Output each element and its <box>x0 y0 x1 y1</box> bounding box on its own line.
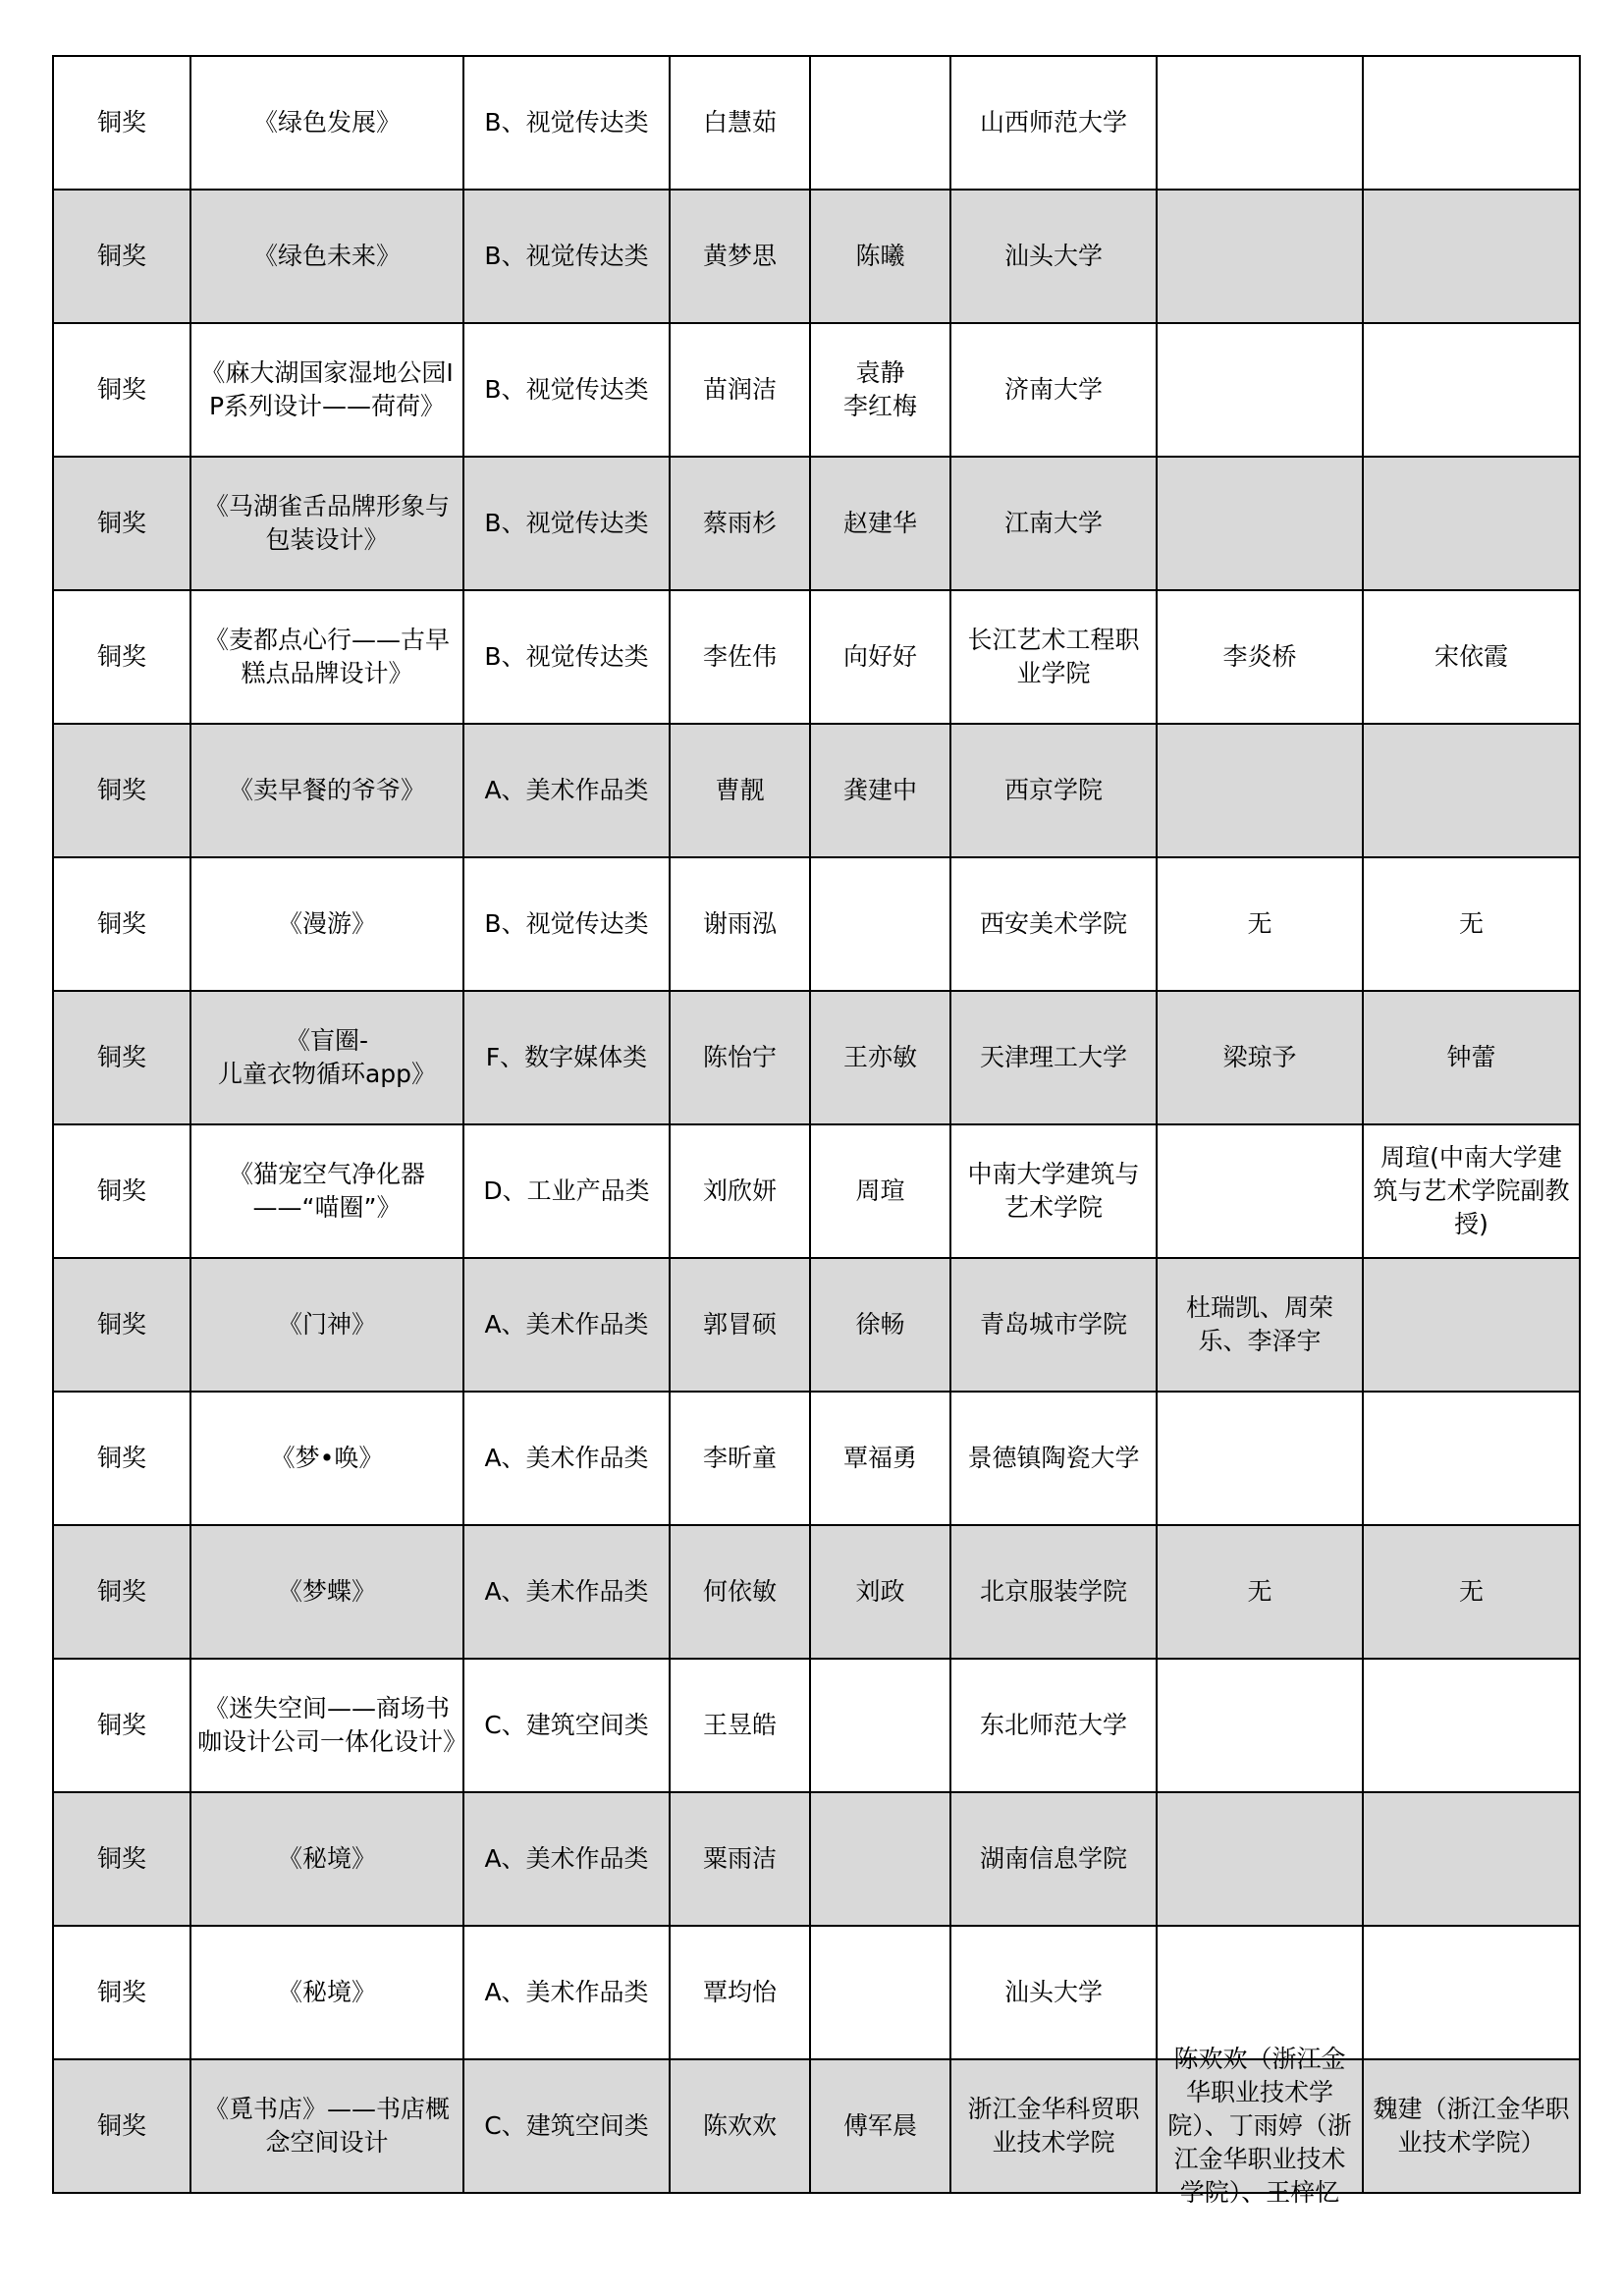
author-cell-text: 曹靓 <box>715 776 765 804</box>
table-row <box>53 56 1580 190</box>
extra-teacher-cell <box>1363 323 1580 457</box>
title-cell-text: 《盲圈- 儿童衣物循环app》 <box>217 1026 437 1088</box>
category-cell-text: B、视觉传达类 <box>484 108 649 137</box>
extra-member-cell <box>1157 2045 1363 2207</box>
title-cell-text: 《秘境》 <box>277 1844 376 1873</box>
extra-teacher-cell <box>1363 190 1580 323</box>
category-cell <box>463 1258 670 1392</box>
award-cell <box>53 1926 190 2059</box>
extra-member-cell <box>1157 857 1363 991</box>
extra-member-cell-text: 无 <box>1247 1577 1272 1606</box>
author-cell-text: 刘欣妍 <box>702 1176 777 1205</box>
school-cell-text: 江南大学 <box>1003 509 1103 537</box>
award-cell-text: 铜奖 <box>96 1711 146 1739</box>
school-cell <box>950 1926 1157 2059</box>
title-cell <box>190 323 463 457</box>
table-row <box>53 590 1580 724</box>
extra-teacher-cell <box>1363 1792 1580 1926</box>
extra-member-cell <box>1157 991 1363 1124</box>
school-cell <box>950 2059 1157 2193</box>
author-cell <box>670 1659 810 1792</box>
teacher-cell <box>810 1124 950 1258</box>
category-cell-text: B、视觉传达类 <box>484 909 649 938</box>
teacher-cell-text: 赵建华 <box>842 509 917 537</box>
title-cell <box>190 590 463 724</box>
author-cell-text: 白慧茹 <box>702 108 777 137</box>
table-row <box>53 1258 1580 1392</box>
title-cell <box>190 1258 463 1392</box>
school-cell <box>950 457 1157 590</box>
teacher-cell <box>810 457 950 590</box>
author-cell <box>670 1926 810 2059</box>
teacher-cell-text: 陈曦 <box>855 242 905 270</box>
author-cell <box>670 1258 810 1392</box>
award-cell <box>53 1792 190 1926</box>
school-cell-text: 景德镇陶瓷大学 <box>967 1444 1140 1472</box>
extra-member-cell-text: 李炎桥 <box>1222 642 1297 671</box>
category-cell <box>463 1926 670 2059</box>
school-cell-text: 汕头大学 <box>1003 242 1103 270</box>
award-cell-text: 铜奖 <box>96 1844 146 1873</box>
title-cell <box>190 2059 463 2193</box>
title-cell <box>190 56 463 190</box>
author-cell <box>670 590 810 724</box>
category-cell-text: B、视觉传达类 <box>484 375 649 404</box>
school-cell <box>950 991 1157 1124</box>
extra-teacher-cell-text: 钟蕾 <box>1446 1043 1496 1071</box>
award-cell-text: 铜奖 <box>96 1176 146 1205</box>
teacher-cell <box>810 2059 950 2193</box>
category-cell-text: A、美术作品类 <box>484 776 649 804</box>
title-cell-text: 《迷失空间——商场书咖设计公司一体化设计》 <box>197 1694 468 1756</box>
title-cell <box>190 1926 463 2059</box>
author-cell-text: 王昱皓 <box>702 1711 777 1739</box>
title-cell-text: 《秘境》 <box>277 1978 376 2006</box>
extra-teacher-cell <box>1363 1659 1580 1792</box>
category-cell <box>463 1659 670 1792</box>
extra-member-cell <box>1157 590 1363 724</box>
author-cell <box>670 2059 810 2193</box>
author-cell-text: 何依敏 <box>702 1577 777 1606</box>
extra-teacher-cell <box>1363 724 1580 857</box>
category-cell-text: A、美术作品类 <box>484 1444 649 1472</box>
category-cell <box>463 2059 670 2193</box>
teacher-cell <box>810 1525 950 1659</box>
category-cell-text: B、视觉传达类 <box>484 242 649 270</box>
award-cell-text: 铜奖 <box>96 108 146 137</box>
teacher-cell <box>810 1926 950 2059</box>
table-row <box>53 1926 1580 2059</box>
award-cell-text: 铜奖 <box>96 2111 146 2140</box>
author-cell <box>670 56 810 190</box>
award-cell-text: 铜奖 <box>96 509 146 537</box>
extra-member-cell-text: 梁琼予 <box>1222 1043 1297 1071</box>
title-cell <box>190 857 463 991</box>
category-cell <box>463 1792 670 1926</box>
table-row <box>53 1392 1580 1525</box>
author-cell-text: 蔡雨杉 <box>702 509 777 537</box>
title-cell <box>190 724 463 857</box>
title-cell <box>190 1525 463 1659</box>
table-row <box>53 857 1580 991</box>
extra-member-cell <box>1157 1792 1363 1926</box>
extra-member-cell-text: 杜瑞凯、周荣乐、李泽宇 <box>1185 1293 1333 1355</box>
award-cell <box>53 457 190 590</box>
extra-teacher-cell-text: 周瑄(中南大学建筑与艺术学院副教授) <box>1373 1143 1570 1238</box>
award-cell-text: 铜奖 <box>96 242 146 270</box>
teacher-cell-text: 周瑄 <box>855 1176 905 1205</box>
category-cell <box>463 1525 670 1659</box>
category-cell-text: F、数字媒体类 <box>485 1043 648 1071</box>
extra-member-cell <box>1157 1392 1363 1525</box>
teacher-cell <box>810 190 950 323</box>
title-cell-text: 《猫宠空气净化器——“喵圈”》 <box>228 1160 425 1222</box>
school-cell-text: 山西师范大学 <box>979 108 1127 137</box>
award-cell-text: 铜奖 <box>96 1043 146 1071</box>
title-cell-text: 《麦都点心行——古早糕点品牌设计》 <box>203 626 450 687</box>
school-cell-text: 中南大学建筑与艺术学院 <box>967 1160 1140 1222</box>
category-cell <box>463 857 670 991</box>
category-cell <box>463 457 670 590</box>
category-cell-text: A、美术作品类 <box>484 1844 649 1873</box>
award-cell-text: 铜奖 <box>96 1444 146 1472</box>
award-cell <box>53 1124 190 1258</box>
school-cell-text: 长江艺术工程职业学院 <box>967 626 1140 687</box>
awards-table-body <box>53 56 1580 2207</box>
author-cell <box>670 857 810 991</box>
school-cell <box>950 1124 1157 1258</box>
teacher-cell <box>810 857 950 991</box>
school-cell <box>950 857 1157 991</box>
extra-teacher-cell-text: 无 <box>1458 1577 1484 1606</box>
extra-member-cell <box>1157 1926 1363 2059</box>
author-cell <box>670 1392 810 1525</box>
school-cell-text: 济南大学 <box>1003 375 1103 404</box>
category-cell-text: C、建筑空间类 <box>484 1711 649 1739</box>
school-cell <box>950 323 1157 457</box>
teacher-cell-text: 龚建中 <box>842 776 917 804</box>
teacher-cell <box>810 991 950 1124</box>
title-cell <box>190 1124 463 1258</box>
award-cell-text: 铜奖 <box>96 642 146 671</box>
author-cell-text: 苗润洁 <box>702 375 777 404</box>
author-cell-text: 粟雨洁 <box>702 1844 777 1873</box>
award-cell <box>53 1392 190 1525</box>
award-cell <box>53 1258 190 1392</box>
table-row <box>53 991 1580 1124</box>
extra-member-cell <box>1157 1525 1363 1659</box>
extra-member-cell <box>1157 1124 1363 1258</box>
extra-teacher-cell <box>1363 56 1580 190</box>
extra-member-cell <box>1157 457 1363 590</box>
table-row <box>53 1124 1580 1258</box>
teacher-cell-text: 王亦敏 <box>842 1043 917 1071</box>
extra-teacher-cell <box>1363 1258 1580 1392</box>
category-cell <box>463 1124 670 1258</box>
school-cell <box>950 590 1157 724</box>
table-row <box>53 2059 1580 2193</box>
school-cell-text: 青岛城市学院 <box>979 1310 1127 1339</box>
table-row <box>53 1659 1580 1792</box>
extra-member-cell <box>1157 1659 1363 1792</box>
extra-teacher-cell-text: 无 <box>1458 909 1484 938</box>
award-cell-text: 铜奖 <box>96 1310 146 1339</box>
category-cell <box>463 724 670 857</box>
category-cell-text: B、视觉传达类 <box>484 642 649 671</box>
teacher-cell <box>810 323 950 457</box>
extra-teacher-cell <box>1363 590 1580 724</box>
title-cell <box>190 1659 468 1792</box>
author-cell-text: 黄梦思 <box>702 242 777 270</box>
table-row <box>53 1792 1580 1926</box>
school-cell-text: 浙江金华科贸职业技术学院 <box>967 2095 1140 2157</box>
extra-teacher-cell <box>1363 1392 1580 1525</box>
category-cell <box>463 1392 670 1525</box>
extra-teacher-cell-text: 宋依霞 <box>1434 642 1508 671</box>
table-row <box>53 724 1580 857</box>
school-cell-text: 东北师范大学 <box>979 1711 1127 1739</box>
author-cell <box>670 1124 810 1258</box>
category-cell-text: A、美术作品类 <box>484 1978 649 2006</box>
table-row <box>53 457 1580 590</box>
extra-member-cell <box>1157 1258 1363 1392</box>
title-cell-text: 《绿色未来》 <box>252 242 401 270</box>
title-cell <box>190 190 463 323</box>
teacher-cell-text: 徐畅 <box>855 1310 905 1339</box>
author-cell <box>670 991 810 1124</box>
title-cell <box>190 1792 463 1926</box>
award-cell <box>53 2059 190 2193</box>
extra-teacher-cell <box>1363 457 1580 590</box>
title-cell-text: 《绿色发展》 <box>252 108 401 137</box>
table-row <box>53 1525 1580 1659</box>
category-cell <box>463 323 670 457</box>
category-cell <box>463 190 670 323</box>
author-cell <box>670 724 810 857</box>
category-cell-text: A、美术作品类 <box>484 1310 649 1339</box>
extra-teacher-cell <box>1363 1124 1580 1258</box>
school-cell <box>950 1392 1157 1525</box>
award-cell <box>53 991 190 1124</box>
category-cell <box>463 56 670 190</box>
teacher-cell <box>810 590 950 724</box>
author-cell-text: 谢雨泓 <box>702 909 777 938</box>
award-cell <box>53 857 190 991</box>
title-cell-text: 《卖早餐的爷爷》 <box>228 776 425 804</box>
school-cell-text: 湖南信息学院 <box>979 1844 1127 1873</box>
teacher-cell <box>810 1792 950 1926</box>
table-row <box>53 190 1580 323</box>
author-cell <box>670 1792 810 1926</box>
category-cell-text: D、工业产品类 <box>483 1176 650 1205</box>
school-cell-text: 北京服装学院 <box>979 1577 1127 1606</box>
author-cell <box>670 1525 810 1659</box>
school-cell <box>950 56 1157 190</box>
author-cell <box>670 323 810 457</box>
title-cell-text: 《麻大湖国家湿地公园IP系列设计——荷荷》 <box>200 358 454 420</box>
teacher-cell <box>810 724 950 857</box>
extra-member-cell <box>1157 724 1363 857</box>
teacher-cell <box>810 56 950 190</box>
extra-teacher-cell <box>1363 991 1580 1124</box>
author-cell-text: 李佐伟 <box>702 642 777 671</box>
category-cell-text: C、建筑空间类 <box>484 2111 649 2140</box>
extra-member-cell-text: 无 <box>1247 909 1272 938</box>
teacher-cell <box>810 1258 950 1392</box>
award-cell-text: 铜奖 <box>96 1978 146 2006</box>
school-cell <box>950 1792 1157 1926</box>
award-cell <box>53 190 190 323</box>
extra-member-cell-text: 陈欢欢（浙江金华职业技术学院）、丁雨婷（浙江金华职业技术学院）、王梓忆 <box>1167 2045 1352 2207</box>
title-cell-text: 《漫游》 <box>277 909 376 938</box>
category-cell-text: A、美术作品类 <box>484 1577 649 1606</box>
teacher-cell <box>810 1392 950 1525</box>
award-cell <box>53 1659 190 1792</box>
award-cell-text: 铜奖 <box>96 375 146 404</box>
award-cell <box>53 724 190 857</box>
school-cell <box>950 1659 1157 1792</box>
teacher-cell-text: 刘政 <box>855 1577 905 1606</box>
extra-teacher-cell <box>1363 1525 1580 1659</box>
award-cell-text: 铜奖 <box>96 909 146 938</box>
extra-member-cell <box>1157 190 1363 323</box>
school-cell <box>950 724 1157 857</box>
title-cell-text: 《梦蝶》 <box>277 1577 376 1606</box>
category-cell-text: B、视觉传达类 <box>484 509 649 537</box>
award-cell-text: 铜奖 <box>96 1577 146 1606</box>
author-cell-text: 郭冒硕 <box>702 1310 777 1339</box>
title-cell-text: 《马湖雀舌品牌形象与包装设计》 <box>203 492 450 554</box>
school-cell <box>950 1525 1157 1659</box>
school-cell-text: 汕头大学 <box>1003 1978 1103 2006</box>
teacher-cell-text: 向好好 <box>842 642 917 671</box>
author-cell-text: 李昕童 <box>702 1444 777 1472</box>
title-cell <box>190 1392 463 1525</box>
extra-teacher-cell <box>1363 2059 1580 2193</box>
school-cell <box>950 1258 1157 1392</box>
title-cell <box>190 991 463 1124</box>
award-cell <box>53 56 190 190</box>
category-cell <box>463 991 670 1124</box>
title-cell-text: 《覓书店》——书店概念空间设计 <box>203 2095 450 2157</box>
author-cell <box>670 190 810 323</box>
title-cell-text: 《梦•唤》 <box>270 1444 384 1472</box>
teacher-cell <box>810 1659 950 1792</box>
award-cell <box>53 1525 190 1659</box>
title-cell-text: 《门神》 <box>277 1310 376 1339</box>
extra-teacher-cell-text: 魏建（浙江金华职业技术学院） <box>1373 2095 1570 2157</box>
school-cell-text: 西京学院 <box>1003 776 1103 804</box>
award-cell <box>53 323 190 457</box>
table-row <box>53 323 1580 457</box>
author-cell-text: 陈欢欢 <box>702 2111 777 2140</box>
awards-table <box>52 55 1581 2207</box>
school-cell-text: 天津理工大学 <box>979 1043 1127 1071</box>
school-cell-text: 西安美术学院 <box>979 909 1127 938</box>
teacher-cell-text: 傅军晨 <box>842 2111 917 2140</box>
award-cell <box>53 590 190 724</box>
extra-teacher-cell <box>1363 1926 1580 2059</box>
extra-teacher-cell <box>1363 857 1580 991</box>
author-cell <box>670 457 810 590</box>
category-cell <box>463 590 670 724</box>
author-cell-text: 陈怡宁 <box>702 1043 777 1071</box>
extra-member-cell <box>1157 323 1363 457</box>
author-cell-text: 覃均怡 <box>702 1978 777 2006</box>
title-cell <box>190 457 463 590</box>
extra-member-cell <box>1157 56 1363 190</box>
school-cell <box>950 190 1157 323</box>
teacher-cell-text: 覃福勇 <box>842 1444 917 1472</box>
award-cell-text: 铜奖 <box>96 776 146 804</box>
teacher-cell-text: 袁静 李红梅 <box>842 358 917 420</box>
